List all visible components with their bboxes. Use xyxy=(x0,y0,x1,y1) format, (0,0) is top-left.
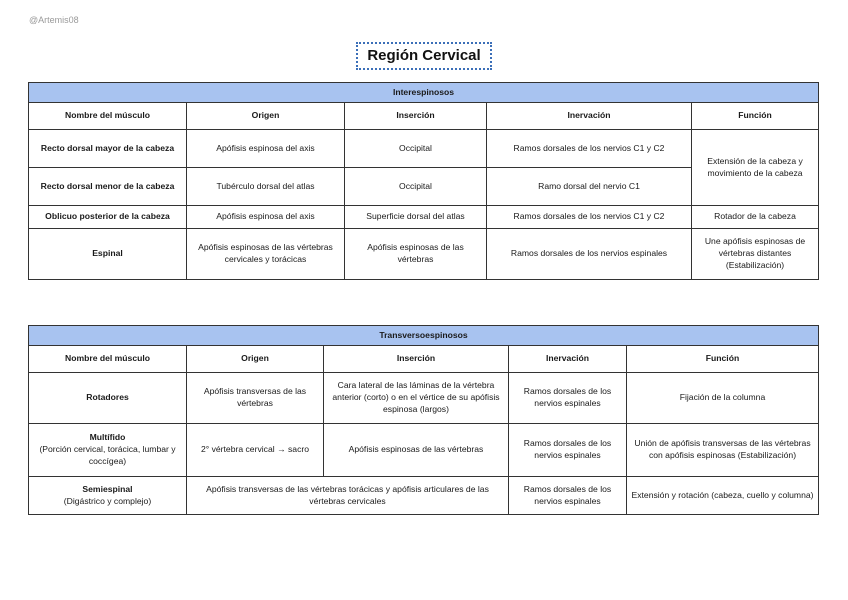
author-handle: @Artemis08 xyxy=(29,15,79,25)
origin-cell: 2° vértebra cervical → sacro xyxy=(187,424,324,477)
column-header: Inervación xyxy=(487,103,692,130)
table-row xyxy=(29,130,819,168)
page-title: Región Cervical xyxy=(356,42,491,70)
column-header: Función xyxy=(627,346,819,373)
column-header: Origen xyxy=(187,346,324,373)
column-header-row xyxy=(29,346,819,373)
muscle-name: Espinal xyxy=(29,229,187,280)
innervation-cell: Ramos dorsales de los nervios espinales xyxy=(487,229,692,280)
muscle-name: Recto dorsal mayor de la cabeza xyxy=(29,130,187,168)
muscle-name: Semiespinal xyxy=(82,483,133,494)
innervation-cell: Ramos dorsales de los nervios C1 y C2 xyxy=(487,130,692,168)
origin-cell: Apófisis transversas de las vértebras xyxy=(187,373,324,424)
function-cell: Extensión y rotación (cabeza, cuello y columna) xyxy=(627,477,819,515)
column-header: Función xyxy=(692,103,819,130)
column-header: Nombre del músculo xyxy=(29,346,187,373)
function-cell: Fijación de la columna xyxy=(627,373,819,424)
interespinosos-table xyxy=(28,82,819,280)
muscle-name: Oblicuo posterior de la cabeza xyxy=(29,206,187,229)
innervation-cell: Ramos dorsales de los nervios espinales xyxy=(509,477,627,515)
muscle-name-cell xyxy=(29,424,187,477)
table-row xyxy=(29,477,819,515)
section-title: Interespinosos xyxy=(29,83,819,103)
column-header-row xyxy=(29,103,819,130)
function-cell: Une apófisis espinosas de vértebras distantes (Estabilización) xyxy=(692,229,819,280)
column-header: Inserción xyxy=(345,103,487,130)
origin-cell: Apófisis espinosa del axis xyxy=(187,130,345,168)
section-title: Transversoespinosos xyxy=(29,326,819,346)
innervation-cell: Ramo dorsal del nervio C1 xyxy=(487,168,692,206)
function-cell: Extensión de la cabeza y movimiento de la cabeza xyxy=(692,130,819,206)
insertion-cell: Apófisis espinosas de las vértebras xyxy=(345,229,487,280)
origin-insertion-cell: Apófisis transversas de las vértebras torácicas y apófisis articulares de las vértebras cervicales xyxy=(187,477,509,515)
section-header-row xyxy=(29,83,819,103)
origin-cell: Tubérculo dorsal del atlas xyxy=(187,168,345,206)
muscle-subtitle: (Digástrico y complejo) xyxy=(63,495,152,506)
function-cell: Unión de apófisis transversas de las vértebras con apófisis espinosas (Estabilización) xyxy=(627,424,819,477)
origin-cell: Apófisis espinosa del axis xyxy=(187,206,345,229)
muscle-name: Recto dorsal menor de la cabeza xyxy=(29,168,187,206)
column-header: Inervación xyxy=(509,346,627,373)
muscle-name: Multífido xyxy=(89,432,126,443)
muscle-subtitle: (Porción cervical, torácica, lumbar y coccígea) xyxy=(39,444,176,466)
column-header: Nombre del músculo xyxy=(29,103,187,130)
muscle-name: Rotadores xyxy=(29,373,187,424)
function-cell: Rotador de la cabeza xyxy=(692,206,819,229)
table-row xyxy=(29,424,819,477)
muscle-name-cell xyxy=(29,477,187,515)
innervation-cell: Ramos dorsales de los nervios C1 y C2 xyxy=(487,206,692,229)
insertion-cell: Cara lateral de las láminas de la vértebra anterior (corto) o en el vértice de su apófisis espinosa (largos) xyxy=(324,373,509,424)
insertion-cell: Occipital xyxy=(345,168,487,206)
transversoespinosos-table xyxy=(28,325,819,515)
origin-cell: Apófisis espinosas de las vértebras cervicales y torácicas xyxy=(187,229,345,280)
innervation-cell: Ramos dorsales de los nervios espinales xyxy=(509,424,627,477)
insertion-cell: Occipital xyxy=(345,130,487,168)
column-header: Origen xyxy=(187,103,345,130)
table-row xyxy=(29,373,819,424)
insertion-cell: Apófisis espinosas de las vértebras xyxy=(324,424,509,477)
insertion-cell: Superficie dorsal del atlas xyxy=(345,206,487,229)
column-header: Inserción xyxy=(324,346,509,373)
innervation-cell: Ramos dorsales de los nervios espinales xyxy=(509,373,627,424)
table-row xyxy=(29,206,819,229)
section-header-row xyxy=(29,326,819,346)
table-row xyxy=(29,229,819,280)
